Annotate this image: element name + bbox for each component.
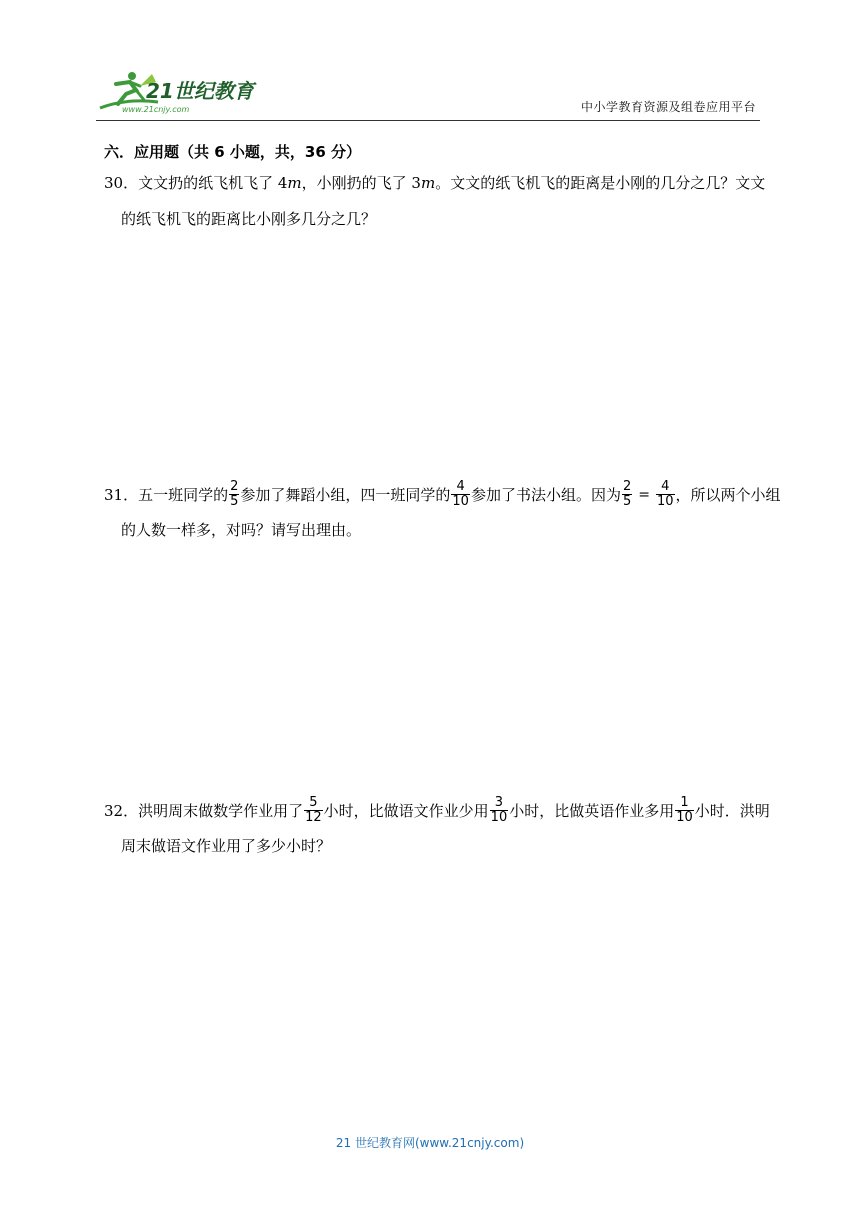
question-text: 洪明周末做数学作业用了 [138,801,304,820]
runner-logo-icon [96,68,266,116]
unit-m: m [287,174,302,192]
svg-text:www.21cnjy.com: www.21cnjy.com [122,105,190,114]
question-text: 小时，比做英语作业多用 [509,801,675,820]
svg-text:21世纪教育: 21世纪教育 [146,79,254,103]
question-31 [104,479,781,541]
fraction: $\frac{4}{10}$ [656,479,674,509]
question-number: 30． [104,174,139,192]
header-divider [96,120,760,121]
question-32-line-2: 周末做语文作业用了多少小时？ [121,837,332,855]
question-text: 小时．洪明 [694,801,770,820]
question-text: 文文扔的纸飞机飞了 4 [138,174,288,192]
question-text: ，所以两个小组 [675,485,781,504]
question-text: ，小刚扔的飞了 3 [301,174,421,192]
question-30-line-1 [104,172,766,194]
section-title: 六．应用题（共 6 小题，共，36 分） [104,143,361,161]
question-number: 32． [104,801,139,820]
question-31-line-1 [104,479,781,509]
fraction: $\frac{4}{10}$ [452,479,469,509]
fraction: $\frac{1}{10}$ [676,795,693,825]
fraction: $\frac{3}{10}$ [490,795,508,825]
platform-tagline: 中小学教育资源及组卷应用平台 [580,100,756,114]
question-text: 小时，比做语文作业少用 [323,801,489,820]
question-30-line-2: 的纸飞机飞的距离比小刚多几分之几？ [121,210,377,228]
question-text: 五一班同学的 [138,485,229,504]
footer-link[interactable]: 21 世纪教育网(www.21cnjy.com) [335,1136,525,1150]
site-logo[interactable] [96,68,266,116]
fraction: $\frac{5}{12}$ [305,795,322,825]
question-32-line-1 [104,795,770,825]
question-number: 31． [104,485,139,504]
question-31-line-2: 的人数一样多，对吗？请写出理由。 [121,521,362,539]
question-32 [104,795,770,857]
question-text: 参加了书法小组。因为 [470,485,621,504]
question-text: 。文文的纸飞机飞的距离是小刚的几分之几？文文 [435,174,766,192]
unit-m: m [420,174,436,192]
equals-sign: = [638,486,650,503]
fraction: $\frac{2}{5}$ [622,479,632,509]
question-text: 参加了舞蹈小组，四一班同学的 [240,485,451,504]
question-30 [104,172,766,230]
fraction: $\frac{2}{5}$ [230,479,239,509]
